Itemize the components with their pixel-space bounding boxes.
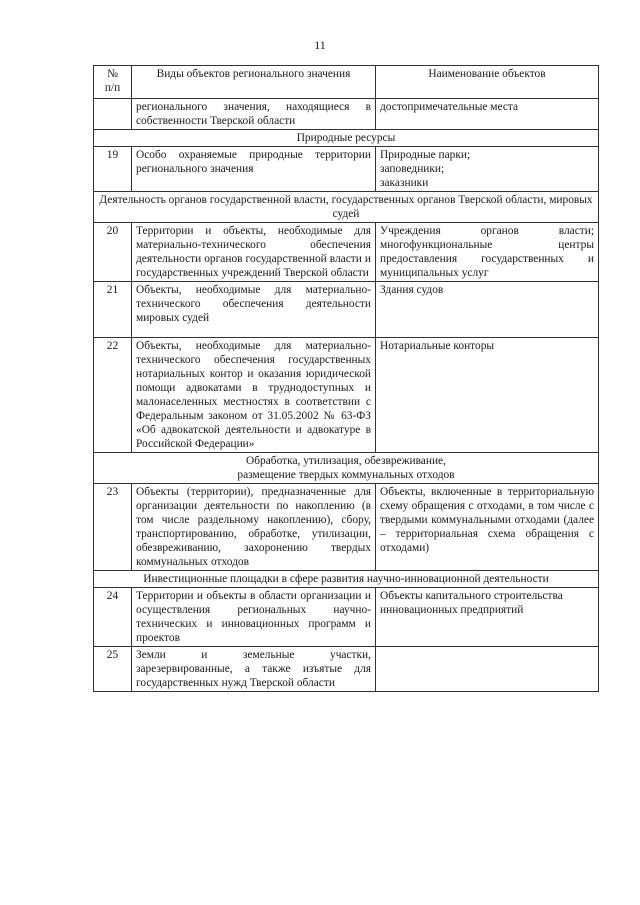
table-row: [94, 588, 599, 647]
row-num: 23: [94, 484, 132, 571]
row-kind: Объекты, необходимые для материально-технического обеспечения государственных нотариальных контор и оказания юридической помощи адвокатами в труднодоступных и малонаселенных местностях в соответствии с Федеральным законом от 31.05.2002 № 63-ФЗ «Об адвокатской деятельности и адвокатуре в Российской Федерации»: [132, 338, 376, 453]
row-name: Объекты, включенные в территориальную схему обращения с отходами, в том числе с твердыми коммунальными отходами (далее – территориальная схема обращения с отходами): [376, 484, 599, 571]
table-row: [94, 99, 599, 130]
section-innovation: Инвестиционные площадки в сфере развития научно-инновационной деятельности: [94, 571, 599, 588]
header-name: Наименование объектов: [376, 66, 599, 99]
table-row: [94, 647, 599, 692]
table-row: [94, 338, 599, 453]
row-num: 19: [94, 147, 132, 192]
row-name: Природные парки; заповедники; заказники: [376, 147, 599, 192]
row-num: 22: [94, 338, 132, 453]
row-kind: Территории и объекты, необходимые для материально-технического обеспечения деятельности органов государственной власти и государственных учреждений Тверской области: [132, 223, 376, 282]
section-natural-resources: Природные ресурсы: [94, 130, 599, 147]
section-row: [94, 453, 599, 484]
section-waste: Обработка, утилизация, обезвреживание, размещение твердых коммунальных отходов: [94, 453, 599, 484]
row-kind: Особо охраняемые природные территории регионального значения: [132, 147, 376, 192]
row-num: [94, 99, 132, 130]
header-num: № п/п: [94, 66, 132, 99]
row-kind: регионального значения, находящиеся в собственности Тверской области: [132, 99, 376, 130]
row-kind: Земли и земельные участки, зарезервированные, а также изъятые для государственных нужд Тверской области: [132, 647, 376, 692]
row-name: [376, 647, 599, 692]
header-kind: Виды объектов регионального значения: [132, 66, 376, 99]
table-row: [94, 147, 599, 192]
page-number: 11: [314, 38, 326, 52]
objects-table: [93, 65, 599, 692]
row-name: достопримечательные места: [376, 99, 599, 130]
section-row: [94, 130, 599, 147]
table-header-row: [94, 66, 599, 99]
row-num: 21: [94, 282, 132, 338]
section-row: [94, 571, 599, 588]
row-kind: Территории и объекты в области организации и осуществления региональных научно-технических и инновационных программ и проектов: [132, 588, 376, 647]
row-num: 20: [94, 223, 132, 282]
table-row: [94, 223, 599, 282]
section-row: [94, 192, 599, 223]
row-name: Объекты капитального строительства инновационных предприятий: [376, 588, 599, 647]
section-authorities: Деятельность органов государственной власти, государственных органов Тверской области, мировых судей: [94, 192, 599, 223]
row-kind: Объекты, необходимые для материально-технического обеспечения деятельности мировых судей: [132, 282, 376, 338]
row-num: 24: [94, 588, 132, 647]
row-name: Здания судов: [376, 282, 599, 338]
row-kind: Объекты (территории), предназначенные для организации деятельности по накоплению (в том числе раздельному накоплению), сбору, транспортированию, обработке, утилизации, обезвреживанию, захоронению твердых коммунальных отходов: [132, 484, 376, 571]
row-name: Нотариальные конторы: [376, 338, 599, 453]
row-name: Учреждения органов власти; многофункциональные центры предоставления государственных и муниципальных услуг: [376, 223, 599, 282]
row-num: 25: [94, 647, 132, 692]
table-row: [94, 282, 599, 338]
table-row: [94, 484, 599, 571]
